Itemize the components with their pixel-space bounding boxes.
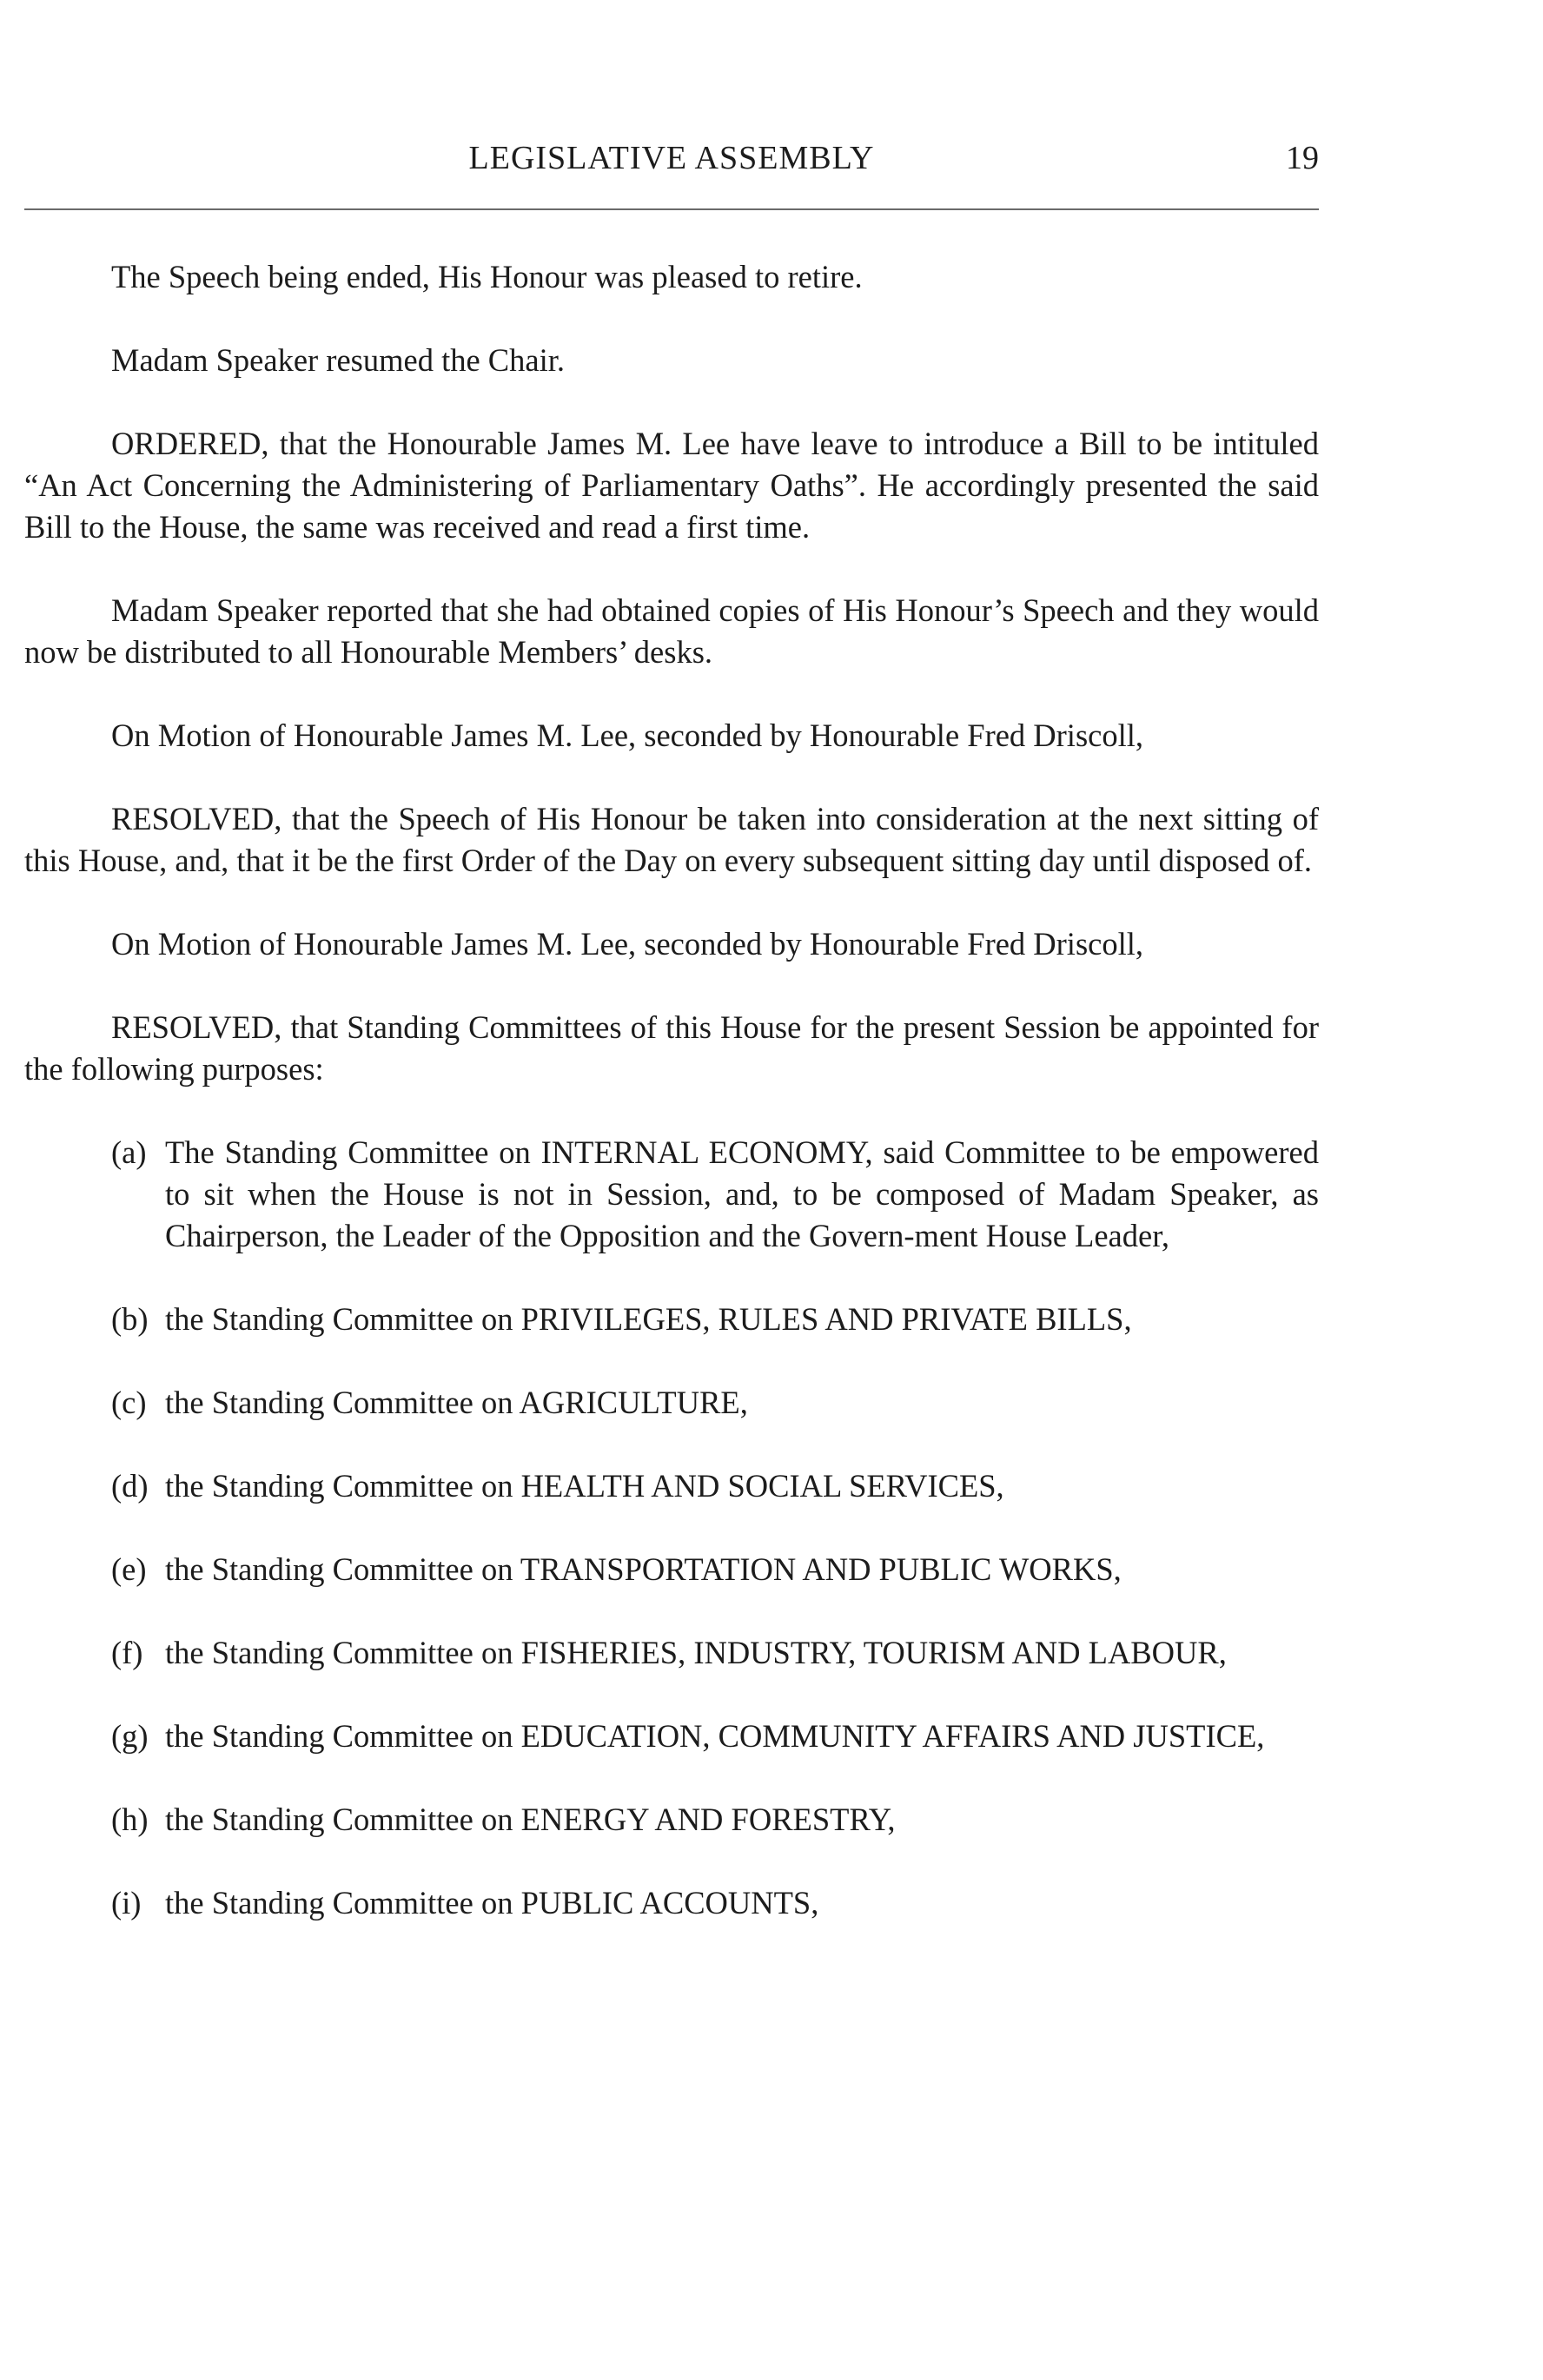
header-rule: [24, 208, 1319, 210]
item-text: the Standing Committee on TRANSPORTATION AND PUBLIC WORKS,: [165, 1551, 1122, 1587]
item-text: the Standing Committee on HEALTH AND SOCIAL SERVICES,: [165, 1468, 1004, 1504]
item-text: The Standing Committee on INTERNAL ECONOMY, said Committee to be empowered to sit when the House is not in Session, and, to be composed of Madam Speaker, as Chairperson, the Leader of the Opposition and the Govern-ment House Leader,: [165, 1134, 1319, 1253]
item-marker: (f): [111, 1635, 143, 1670]
paragraph-motion-2: On Motion of Honourable James M. Lee, seconded by Honourable Fred Driscoll,: [111, 926, 1144, 962]
committee-item-g: [111, 1716, 1319, 1757]
committee-item-e: [111, 1549, 1319, 1590]
paragraph-speech-ended: The Speech being ended, His Honour was pleased to retire.: [111, 259, 863, 294]
paragraph-speech-copies: Madam Speaker reported that she had obtained copies of His Honour’s Speech and they would now be distributed to all Honourable Members’ desks.: [24, 592, 1319, 670]
paragraph-motion-1: On Motion of Honourable James M. Lee, seconded by Honourable Fred Driscoll,: [111, 717, 1144, 753]
item-marker: (a): [111, 1134, 147, 1170]
paragraph-speaker-resumed: Madam Speaker resumed the Chair.: [111, 342, 565, 378]
item-marker: (i): [111, 1885, 142, 1921]
item-text: the Standing Committee on AGRICULTURE,: [165, 1385, 748, 1420]
committee-item-b: [111, 1299, 1319, 1340]
item-marker: (h): [111, 1802, 149, 1837]
committee-item-h: [111, 1799, 1319, 1841]
committee-item-a: [111, 1132, 1319, 1257]
committee-item-c: [111, 1382, 1319, 1424]
running-title: LEGISLATIVE ASSEMBLY: [468, 140, 875, 176]
paragraph-resolved-speech: RESOLVED, that the Speech of His Honour be taken into consideration at the next sitting of this House, and, that it be the first Order of the Day on every subsequent sitting day until disposed of.: [24, 801, 1319, 878]
item-text: the Standing Committee on ENERGY AND FORESTRY,: [165, 1802, 896, 1837]
item-text: the Standing Committee on FISHERIES, INDUSTRY, TOURISM AND LABOUR,: [165, 1635, 1227, 1670]
item-marker: (b): [111, 1301, 149, 1337]
item-text: the Standing Committee on EDUCATION, COMMUNITY AFFAIRS AND JUSTICE,: [165, 1718, 1265, 1754]
committee-item-d: [111, 1465, 1319, 1507]
item-text: the Standing Committee on PUBLIC ACCOUNTS,: [165, 1885, 819, 1921]
paragraph-ordered-bill: ORDERED, that the Honourable James M. Lee have leave to introduce a Bill to be intituled “An Act Concerning the Administering of Parliamentary Oaths”. He accordingly presented the said Bill to the House, the same was received and read a first time.: [24, 426, 1319, 545]
page-number: 19: [1286, 140, 1319, 176]
item-marker: (e): [111, 1551, 147, 1587]
item-text: the Standing Committee on PRIVILEGES, RULES AND PRIVATE BILLS,: [165, 1301, 1132, 1337]
committee-item-i: [111, 1882, 1319, 1924]
item-marker: (d): [111, 1468, 149, 1504]
item-marker: (g): [111, 1718, 149, 1754]
item-marker: (c): [111, 1385, 147, 1420]
journal-body: [24, 256, 1319, 1966]
page-header: [24, 139, 1319, 191]
committee-item-f: [111, 1632, 1319, 1674]
paragraph-resolved-committees: RESOLVED, that Standing Committees of this House for the present Session be appointed for the following purposes:: [24, 1009, 1319, 1087]
